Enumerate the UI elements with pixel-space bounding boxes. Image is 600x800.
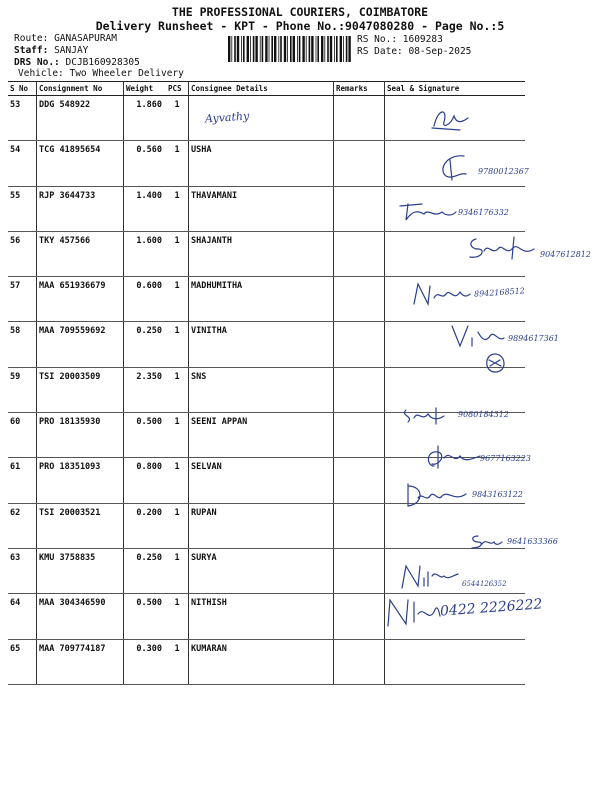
- cell-remarks: [334, 639, 385, 684]
- handwritten-phone: 9894617361: [508, 334, 559, 343]
- handwritten-phone: 9080184312: [458, 410, 509, 419]
- cell-sno: 59: [8, 367, 37, 412]
- cell-consignee: THAVAMANI: [189, 186, 334, 231]
- cell-sno: 60: [8, 413, 37, 458]
- drs-value: DCJB160928305: [65, 57, 140, 68]
- cell-sno: 64: [8, 594, 37, 639]
- cell-remarks: [334, 322, 385, 367]
- runsheet-subtitle: Delivery Runsheet - KPT - Phone No.:9047080280 - Page No.:5: [95, 19, 505, 33]
- cell-consignee: USHA: [189, 141, 334, 186]
- signature-row61: [424, 444, 484, 470]
- signature-row62: [402, 480, 470, 510]
- cell-consignment-no: MAA 709774187: [37, 639, 124, 684]
- table-row: [8, 231, 525, 276]
- cell-consignee: RUPAN: [189, 503, 334, 548]
- route-label: Route:: [14, 33, 49, 44]
- cell-pcs: 1: [166, 548, 189, 593]
- cell-consignment-no: MAA 304346590: [37, 594, 124, 639]
- cell-weight: 0.200: [124, 503, 167, 548]
- cell-weight: 0.560: [124, 141, 167, 186]
- col-header-sno: S No: [8, 82, 37, 96]
- cell-remarks: [334, 277, 385, 322]
- cell-sno: 58: [8, 322, 37, 367]
- cell-consignment-no: DDG 548922: [37, 96, 124, 141]
- route-value: GANASAPURAM: [54, 33, 117, 44]
- handwritten-phone: 9780012367: [478, 167, 529, 176]
- cell-consignment-no: PRO 18135930: [37, 413, 124, 458]
- cell-signature: [385, 639, 526, 684]
- handwritten-phone: 9641633366: [507, 537, 558, 546]
- rs-number: RS No.: 1609283: [357, 34, 443, 45]
- drs-label: DRS No.:: [14, 57, 60, 68]
- cell-weight: 0.500: [124, 413, 167, 458]
- cell-remarks: [334, 548, 385, 593]
- cell-consignment-no: KMU 3758835: [37, 548, 124, 593]
- col-header-remarks: Remarks: [334, 82, 385, 96]
- cell-consignment-no: MAA 651936679: [37, 277, 124, 322]
- cell-remarks: [334, 503, 385, 548]
- cell-sno: 57: [8, 277, 37, 322]
- signature-row64: [398, 562, 460, 590]
- cell-consignment-no: RJP 3644733: [37, 186, 124, 231]
- cell-pcs: 1: [166, 367, 189, 412]
- cell-weight: 0.250: [124, 548, 167, 593]
- cell-pcs: 1: [166, 503, 189, 548]
- cell-remarks: [334, 367, 385, 412]
- signature-row65: [384, 596, 442, 630]
- cell-pcs: 1: [166, 458, 189, 503]
- handwritten-phone: 9677163223: [480, 454, 531, 463]
- handwritten-phone: 0422 2226222: [439, 596, 543, 620]
- cell-consignment-no: TSI 20003509: [37, 367, 124, 412]
- cell-consignee: VINITHA: [189, 322, 334, 367]
- cell-weight: 1.400: [124, 186, 167, 231]
- cell-consignee: SNS: [189, 367, 334, 412]
- cell-sno: 53: [8, 96, 37, 141]
- signature-row63: [468, 532, 504, 550]
- cell-sno: 54: [8, 141, 37, 186]
- staff-line: [14, 45, 88, 56]
- cell-weight: 0.500: [124, 594, 167, 639]
- col-header-consignment: Consignment No: [37, 82, 124, 96]
- cell-consignee: SHAJANTH: [189, 231, 334, 276]
- cell-remarks: [334, 141, 385, 186]
- handwritten-note: Ayvathy: [204, 109, 250, 126]
- cell-consignment-no: MAA 709559692: [37, 322, 124, 367]
- cell-sno: 56: [8, 231, 37, 276]
- cell-remarks: [334, 96, 385, 141]
- handwritten-phone: 9047612812: [540, 250, 591, 259]
- cell-remarks: [334, 413, 385, 458]
- cell-sno: 55: [8, 186, 37, 231]
- signature-row57: [410, 280, 472, 308]
- signature-row60: [400, 404, 456, 426]
- cell-weight: 1.860: [124, 96, 167, 141]
- cell-consignee: NITHISH: [189, 594, 334, 639]
- handwritten-phone: 6544126352: [462, 580, 507, 588]
- cell-consignment-no: TSI 20003521: [37, 503, 124, 548]
- staff-value: SANJAY: [54, 45, 89, 56]
- cell-remarks: [334, 594, 385, 639]
- cell-remarks: [334, 186, 385, 231]
- cell-consignee: SELVAN: [189, 458, 334, 503]
- cell-remarks: [334, 458, 385, 503]
- cell-consignee: SEENI APPAN: [189, 413, 334, 458]
- cell-weight: 0.800: [124, 458, 167, 503]
- cell-weight: 0.250: [124, 322, 167, 367]
- col-header-signature: Seal & Signature: [385, 82, 526, 96]
- cell-pcs: 1: [166, 594, 189, 639]
- cell-sno: 61: [8, 458, 37, 503]
- signature-row54: [436, 152, 472, 182]
- handwritten-phone: 9346176332: [458, 208, 509, 217]
- table-header-row: [8, 82, 525, 96]
- signature-row55: [398, 198, 458, 222]
- rs-date: RS Date: 08-Sep-2025: [357, 46, 472, 57]
- table-row: [8, 322, 525, 367]
- barcode: [228, 36, 354, 62]
- cell-weight: 0.600: [124, 277, 167, 322]
- cell-consignee: KUMARAN: [189, 639, 334, 684]
- col-header-consignee: Consignee Details: [189, 82, 334, 96]
- handwritten-phone: 8942168512: [473, 286, 526, 299]
- cell-pcs: 1: [166, 231, 189, 276]
- stamp-seal-row59: [482, 352, 508, 374]
- route-line: [14, 33, 117, 44]
- table-row: [8, 639, 525, 684]
- cell-pcs: 1: [166, 413, 189, 458]
- cell-consignment-no: TCG 41895654: [37, 141, 124, 186]
- cell-pcs: 1: [166, 186, 189, 231]
- cell-pcs: 1: [166, 96, 189, 141]
- cell-pcs: 1: [166, 141, 189, 186]
- cell-pcs: 1: [166, 277, 189, 322]
- signature-row56: [466, 235, 538, 263]
- cell-weight: 0.300: [124, 639, 167, 684]
- cell-pcs: 1: [166, 322, 189, 367]
- handwritten-phone: 9843163122: [472, 490, 523, 499]
- vehicle-line: Vehicle: Two Wheeler Delivery: [18, 68, 184, 79]
- staff-label: Staff:: [14, 45, 49, 56]
- cell-weight: 1.600: [124, 231, 167, 276]
- signature-row58: [450, 322, 506, 348]
- company-title: THE PROFESSIONAL COURIERS, COIMBATORE: [171, 5, 429, 19]
- cell-sno: 63: [8, 548, 37, 593]
- col-header-pcs: PCS: [166, 82, 189, 96]
- drs-line: [14, 57, 140, 68]
- cell-pcs: 1: [166, 639, 189, 684]
- cell-consignee: SURYA: [189, 548, 334, 593]
- cell-consignment-no: TKY 457566: [37, 231, 124, 276]
- cell-consignment-no: PRO 18351093: [37, 458, 124, 503]
- cell-remarks: [334, 231, 385, 276]
- cell-sno: 62: [8, 503, 37, 548]
- signature-row53: [430, 106, 470, 132]
- col-header-weight: Weight: [124, 82, 167, 96]
- cell-consignee: MADHUMITHA: [189, 277, 334, 322]
- cell-weight: 2.350: [124, 367, 167, 412]
- cell-sno: 65: [8, 639, 37, 684]
